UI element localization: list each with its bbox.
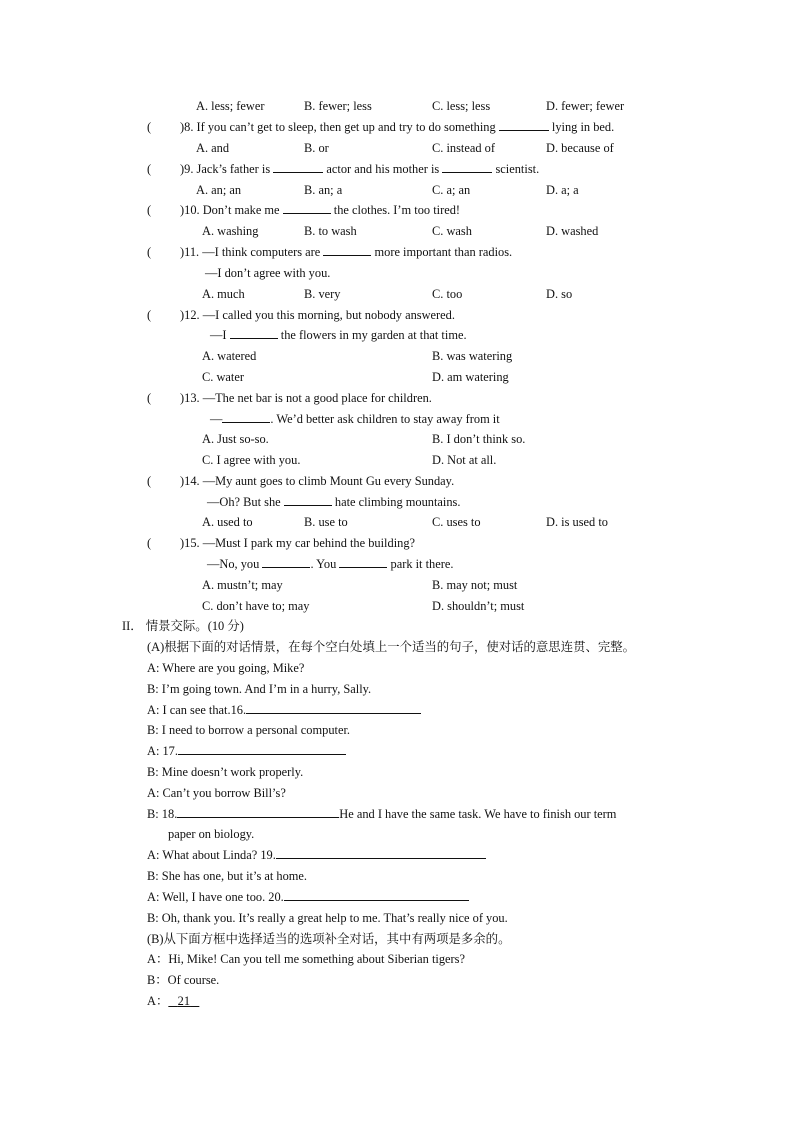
q7-option-d: D. fewer; fewer <box>546 99 625 113</box>
answer-blank <box>323 244 371 256</box>
q11-option-a: A. much <box>202 287 245 301</box>
dialogue-line: B: I’m going town. And I’m in a hurry, Sally. <box>147 682 372 696</box>
part-b-instructions: (B)从下面方框中选择适当的选项补全对话，其中有两项是多余的。 <box>147 932 511 946</box>
q8-option-b: B. or <box>304 141 329 155</box>
dialogue-line: B: I need to borrow a personal computer. <box>147 723 351 737</box>
dialogue-line: B: She has one, but it’s at home. <box>147 869 308 883</box>
dialogue-line: A: Where are you going, Mike? <box>147 661 305 675</box>
q10-option-a: A. washing <box>202 224 259 238</box>
dialogue-line-20: A: Well, I have one too. 20. <box>147 889 469 905</box>
answer-blank <box>499 119 549 131</box>
q15-stem: )15. —Must I park my car behind the building? <box>180 536 416 550</box>
q7-option-a: A. less; fewer <box>196 99 265 113</box>
q8-paren: ( <box>147 120 152 134</box>
q15-reply: —No, you . You park it there. <box>207 557 454 571</box>
q14-option-a: A. used to <box>202 515 253 529</box>
answer-blank <box>284 494 332 506</box>
answer-blank-19 <box>276 847 486 859</box>
answer-blank <box>262 556 310 568</box>
dialogue-line-18: B: 18. He and I have the same task. We have to finish our term <box>147 807 617 821</box>
dialogue-line: B: Mine doesn’t work properly. <box>147 765 304 779</box>
dialogue-line-17: A: 17. <box>147 743 346 759</box>
answer-blank <box>283 202 331 214</box>
answer-blank <box>222 411 270 423</box>
q12-option-a: A. watered <box>202 349 257 363</box>
q12-stem: )12. —I called you this morning, but nobody answered. <box>180 308 455 322</box>
q11-option-c: C. too <box>432 287 463 301</box>
q8-option-c: C. instead of <box>432 141 495 155</box>
q9-stem: )9. Jack’s father is actor and his mother is scientist. <box>180 162 540 176</box>
q11-option-b: B. very <box>304 287 341 301</box>
dialogue-line: A：Hi, Mike! Can you tell me something about Siberian tigers? <box>147 952 465 966</box>
answer-blank <box>230 327 278 339</box>
q14-option-b: B. use to <box>304 515 348 529</box>
q12-reply: —I the flowers in my garden at that time. <box>210 328 467 342</box>
q14-stem: )14. —My aunt goes to climb Mount Gu every Sunday. <box>180 474 455 488</box>
answer-blank-17 <box>178 743 346 755</box>
q15-option-d: D. shouldn’t; must <box>432 599 525 613</box>
q15-option-b: B. may not; must <box>432 578 518 592</box>
q12-option-d: D. am watering <box>432 370 509 384</box>
q9-option-a: A. an; an <box>196 183 242 197</box>
dialogue-line: B：Of course. <box>147 973 220 987</box>
q9-option-c: C. a; an <box>432 183 471 197</box>
q11-option-d: D. so <box>546 287 573 301</box>
q13-option-d: D. Not at all. <box>432 453 497 467</box>
q9-paren: ( <box>147 162 152 176</box>
section-2-title: II． 情景交际。(10 分) <box>122 619 244 633</box>
answer-blank-18 <box>177 806 339 818</box>
dialogue-line-16: A: I can see that.16. <box>147 702 421 718</box>
q7-option-b: B. fewer; less <box>304 99 372 113</box>
q15-paren: ( <box>147 536 152 550</box>
q13-paren: ( <box>147 391 152 405</box>
part-a-instructions: (A)根据下面的对话情景，在每个空白处填上一个适当的句子，使对话的意思连贯、完整。 <box>147 640 636 654</box>
q14-reply: —Oh? But she hate climbing mountains. <box>207 495 461 509</box>
q13-option-a: A. Just so-so. <box>202 432 269 446</box>
q13-option-c: C. I agree with you. <box>202 453 301 467</box>
answer-blank <box>442 161 492 173</box>
q10-option-b: B. to wash <box>304 224 357 238</box>
dialogue-line: B: Oh, thank you. It’s really a great help to me. That’s really nice of you. <box>147 911 508 925</box>
q10-stem: )10. Don’t make me the clothes. I’m too tired! <box>180 203 461 217</box>
q15-option-c: C. don’t have to; may <box>202 599 310 613</box>
q10-option-c: C. wash <box>432 224 472 238</box>
dialogue-line: A: Can’t you borrow Bill’s? <box>147 786 286 800</box>
q7-option-c: C. less; less <box>432 99 491 113</box>
q13-reply: — . We’d better ask children to stay away from it <box>210 412 500 426</box>
q12-option-b: B. was watering <box>432 349 513 363</box>
q9-option-b: B. an; a <box>304 183 343 197</box>
dialogue-line-19: A: What about Linda? 19. <box>147 847 486 863</box>
q10-paren: ( <box>147 203 152 217</box>
q13-stem: )13. —The net bar is not a good place for children. <box>180 391 432 405</box>
q15-option-a: A. mustn’t; may <box>202 578 283 592</box>
answer-blank <box>273 161 323 173</box>
q11-stem: )11. —I think computers are more important than radios. <box>180 245 513 259</box>
answer-blank-16 <box>246 702 421 714</box>
q9-option-d: D. a; a <box>546 183 579 197</box>
q8-stem: )8. If you can’t get to sleep, then get up and try to do something lying in bed. <box>180 120 615 134</box>
q8-option-d: D. because of <box>546 141 614 155</box>
q14-option-c: C. uses to <box>432 515 481 529</box>
q12-paren: ( <box>147 308 152 322</box>
dialogue-line-continued: paper on biology. <box>168 827 255 841</box>
q11-paren: ( <box>147 245 152 259</box>
q14-option-d: D. is used to <box>546 515 608 529</box>
q10-option-d: D. washed <box>546 224 599 238</box>
q12-option-c: C. water <box>202 370 244 384</box>
q8-option-a: A. and <box>196 141 230 155</box>
answer-blank-20 <box>284 889 469 901</box>
q11-reply: —I don’t agree with you. <box>205 266 331 280</box>
q13-option-b: B. I don’t think so. <box>432 432 526 446</box>
dialogue-line-21: A： 21 <box>147 993 199 1009</box>
q14-paren: ( <box>147 474 152 488</box>
answer-blank-21: 21 <box>177 994 191 1008</box>
answer-blank <box>339 556 387 568</box>
